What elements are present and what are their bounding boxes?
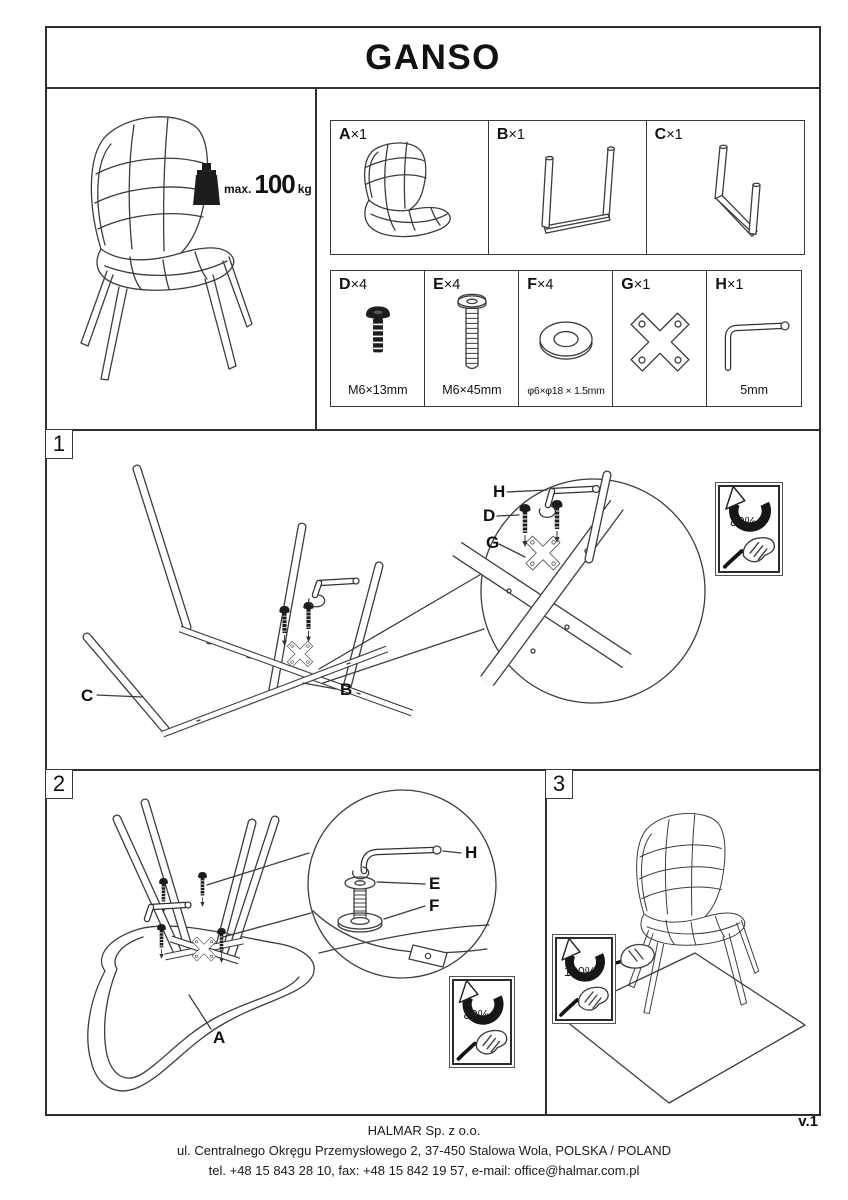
key-h-label: H [465, 843, 478, 862]
detail-circle [308, 790, 496, 978]
part-qty: ×1 [508, 127, 525, 143]
part-spec: φ6×φ18 × 1.5mm [527, 385, 605, 397]
part-qty: ×4 [536, 277, 554, 293]
part-box-a [330, 120, 489, 255]
washer-icon [532, 315, 600, 367]
part-qty: ×4 [350, 277, 368, 293]
part-id: F [527, 276, 537, 293]
document-version: v.1 [798, 1113, 818, 1130]
part-spec: M6×45mm [442, 383, 502, 397]
torque-percent: 80% [730, 513, 757, 529]
tighten-80-icon [454, 981, 510, 1063]
footer [0, 1121, 848, 1181]
max-weight-unit: kg [297, 181, 312, 196]
hand-with-key-icon [561, 987, 608, 1015]
max-label: max. [224, 181, 252, 196]
part-id: G [621, 276, 634, 293]
part-box-c [646, 120, 805, 255]
screw-d-label: D [483, 506, 496, 525]
step-2-number: 2 [45, 769, 73, 799]
part-id: B [496, 126, 509, 143]
washer-f-label: F [429, 896, 440, 915]
part-box-g [612, 270, 708, 407]
frame-c-label: C [81, 686, 94, 705]
step-3-number: 3 [545, 769, 573, 799]
key-h-label: H [493, 482, 506, 501]
sheet-border [45, 26, 821, 1116]
frame-b-label: B [340, 680, 353, 699]
step-1-number: 1 [45, 429, 73, 459]
tighten-80-icon [720, 487, 778, 571]
leg-frame-c-icon [660, 138, 790, 246]
company-name: HALMAR Sp. z o.o. [367, 1123, 481, 1138]
part-qty: ×1 [633, 277, 651, 293]
part-qty: ×1 [666, 127, 683, 143]
product-title: GANSO [365, 37, 501, 77]
part-qty: ×1 [726, 277, 744, 293]
part-qty: ×4 [443, 277, 461, 293]
torque-indicator-step3 [552, 934, 616, 1024]
torque-percent: 80% [463, 1006, 490, 1022]
part-box-e [424, 270, 520, 407]
short-screw-icon [361, 305, 395, 361]
step-1-illustration [47, 431, 819, 771]
part-qty: ×1 [350, 127, 368, 143]
part-id: C [654, 126, 667, 143]
allen-key-icon [712, 305, 796, 377]
part-box-d [330, 270, 426, 407]
part-id: D [339, 276, 351, 293]
long-screw-icon [451, 293, 493, 373]
tighten-100-icon [557, 939, 611, 1019]
product-overview-cell [47, 89, 317, 429]
max-weight-text [224, 169, 312, 200]
product-chair-illustration [53, 107, 263, 417]
weight-icon [193, 162, 220, 206]
part-spec: M6×13mm [348, 383, 408, 397]
screw-e-label: E [429, 874, 441, 893]
part-id: A [339, 126, 351, 143]
step-1-panel [47, 429, 819, 769]
company-address: ul. Centralnego Okręgu Przemysłowego 2, 37-450 Stalowa Wola, POLSKA / POLAND [176, 1143, 671, 1158]
hand-with-key-icon [458, 1030, 506, 1058]
title-row [47, 28, 819, 89]
step-3-panel [547, 769, 819, 1114]
part-id: E [433, 276, 444, 293]
parts-row-hardware [330, 270, 802, 407]
torque-percent: 100% [564, 965, 596, 979]
bracket-g-label: G [486, 533, 500, 552]
max-weight-badge [193, 161, 313, 207]
finished-chair [629, 813, 759, 1013]
cross-bracket-icon [622, 304, 698, 380]
max-weight-value: 100 [254, 168, 295, 199]
torque-indicator-step2 [449, 976, 515, 1068]
part-box-h [706, 270, 802, 407]
seat-shell-icon [349, 140, 471, 244]
part-spec: 5mm [740, 383, 769, 397]
step-2-panel [47, 769, 547, 1114]
part-box-f [518, 270, 614, 407]
shell-a-label: A [213, 1028, 226, 1047]
hand-with-key-icon [725, 538, 775, 567]
leg-frame-b-icon [502, 140, 632, 244]
parts-row-large [330, 120, 805, 255]
torque-indicator-step1 [715, 482, 783, 576]
company-contact: tel. +48 15 843 28 10, fax: +48 15 842 19 57, e-mail: office@halmar.com.pl [208, 1163, 640, 1178]
leg-frames-assembly [87, 469, 412, 734]
part-id: H [715, 276, 727, 293]
part-box-b [488, 120, 647, 255]
